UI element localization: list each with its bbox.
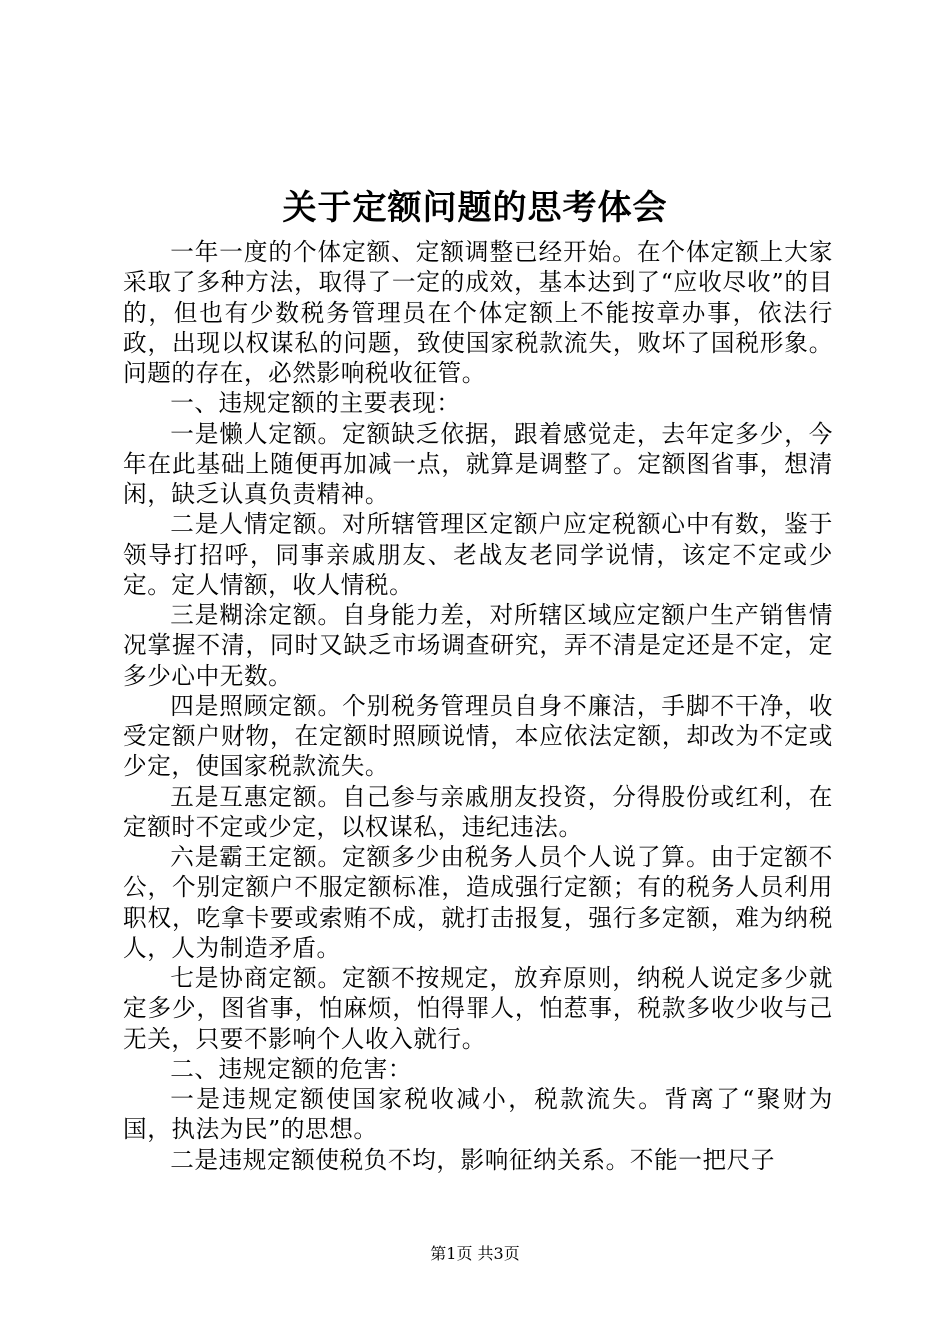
- section-heading-manifestations: 一、违规定额的主要表现：: [170, 389, 461, 418]
- paragraph-item-1: 一是懒人定额。定额缺乏依据，跟着感觉走，去年定多少，今年在此基础上随便再加减一点，就算是调整了。定额图省事，想清闲，缺乏认真负责精神。: [123, 419, 833, 508]
- paragraph-item-5: 五是互惠定额。自己参与亲戚朋友投资，分得股份或红利，在定额时不定或少定，以权谋私，违纪违法。: [123, 782, 833, 841]
- paragraph-item-3: 三是糊涂定额。自身能力差，对所辖区域应定额户生产销售情况掌握不清，同时又缺乏市场调查研究，弄不清是定还是不定，定多少心中无数。: [123, 601, 833, 690]
- paragraph-item-4: 四是照顾定额。个别税务管理员自身不廉洁，手脚不干净，收受定额户财物，在定额时照顾说情，本应依法定额，却改为不定或少定，使国家税款流失。: [123, 691, 833, 781]
- paragraph-harm-1: 一是违规定额使国家税收减小，税款流失。背离了“聚财为国，执法为民”的思想。: [123, 1085, 833, 1144]
- paragraph-item-6: 六是霸王定额。定额多少由税务人员个人说了算。由于定额不公，个别定额户不服定额标准，造成强行定额；有的税务人员利用职权，吃拿卡要或索贿不成，就打击报复，强行多定额，难为纳税人，人为制造矛盾。: [123, 843, 833, 962]
- document-body: [123, 237, 833, 1175]
- section-heading-harms: 二、违规定额的危害：: [170, 1054, 413, 1083]
- paragraph-item-7: 七是协商定额。定额不按规定，放弃原则，纳税人说定多少就定多少，图省事，怕麻烦，怕得罪人，怕惹事，税款多收少收与己无关，只要不影响个人收入就行。: [123, 964, 833, 1053]
- paragraph-harm-2: 二是违规定额使税负不均，影响征纳关系。不能一把尺子: [170, 1145, 776, 1174]
- paragraph-intro: 一年一度的个体定额、定额调整已经开始。在个体定额上大家采取了多种方法，取得了一定的成效，基本达到了“应收尽收”的目的，但也有少数税务管理员在个体定额上不能按章办事，依法行政，出现以权谋私的问题，致使国家税款流失，败坏了国税形象。问题的存在，必然影响税收征管。: [123, 238, 833, 387]
- paragraph-item-2: 二是人情定额。对所辖管理区定额户应定税额心中有数，鉴于领导打招呼，同事亲戚朋友、老战友老同学说情，该定不定或少定。定人情额，收人情税。: [123, 510, 833, 599]
- page-footer: 第1页 共3页: [430, 1244, 520, 1263]
- document-title: 关于定额问题的思考体会: [282, 188, 668, 228]
